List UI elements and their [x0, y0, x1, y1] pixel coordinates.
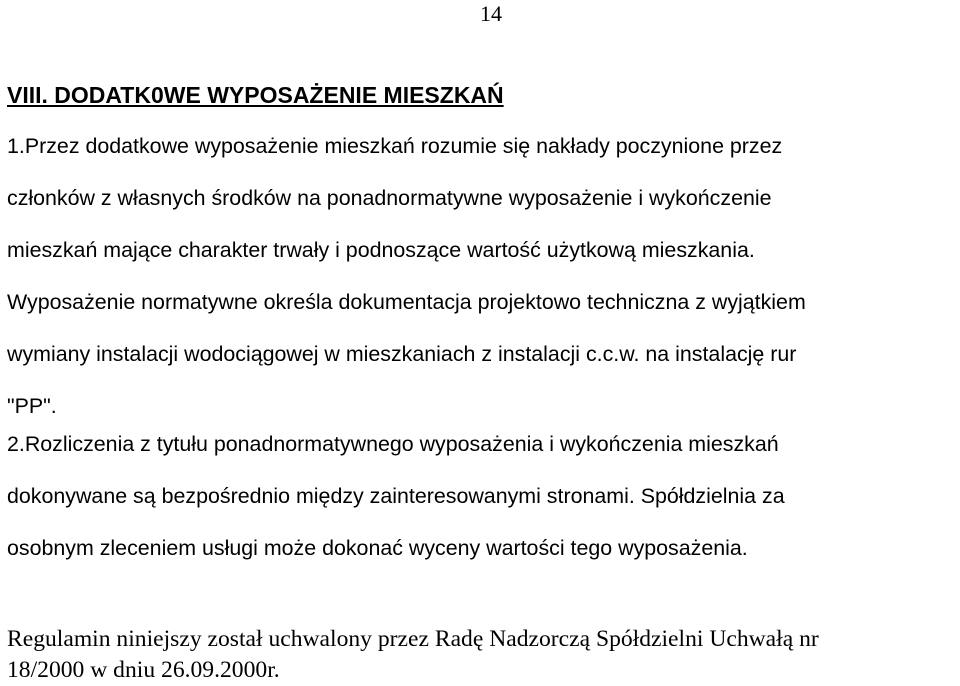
paragraph-1 — [7, 120, 952, 432]
paragraph-2-line: 2.Rozliczenia z tytułu ponadnormatywnego wyposażenia i wykończenia mieszkań — [7, 432, 779, 456]
closing-statement — [7, 624, 957, 686]
closing-line: Regulamin niniejszy został uchwalony przez Radę Nadzorczą Spółdzielni Uchwałą nr — [7, 626, 819, 652]
paragraph-2-line: osobnym zleceniem usługi może dokonać wyceny wartości tego wyposażenia. — [7, 536, 748, 560]
page-number: 14 — [480, 1, 502, 26]
paragraph-1-line: Wyposażenie normatywne określa dokumentacja projektowo techniczna z wyjątkiem — [7, 290, 806, 314]
paragraph-1-line: "PP". — [7, 394, 57, 418]
closing-line: 18/2000 w dniu 26.09.2000r. — [7, 657, 280, 683]
paragraph-1-line: wymiany instalacji wodociągowej w mieszkaniach z instalacji c.c.w. na instalację rur — [7, 342, 797, 366]
paragraph-1-line: mieszkań mające charakter trwały i podnoszące wartość użytkową mieszkania. — [7, 238, 755, 262]
section-heading: VIII. DODATK0WE WYPOSAŻENIE MIESZKAŃ — [7, 82, 504, 108]
paragraph-1-line: 1.Przez dodatkowe wyposażenie mieszkań rozumie się nakłady poczynione przez — [7, 134, 783, 158]
paragraph-2 — [7, 418, 952, 574]
paragraph-1-line: członków z własnych środków na ponadnormatywne wyposażenie i wykończenie — [7, 186, 772, 210]
paragraph-2-line: dokonywane są bezpośrednio między zainteresowanymi stronami. Spółdzielnia za — [7, 484, 785, 508]
